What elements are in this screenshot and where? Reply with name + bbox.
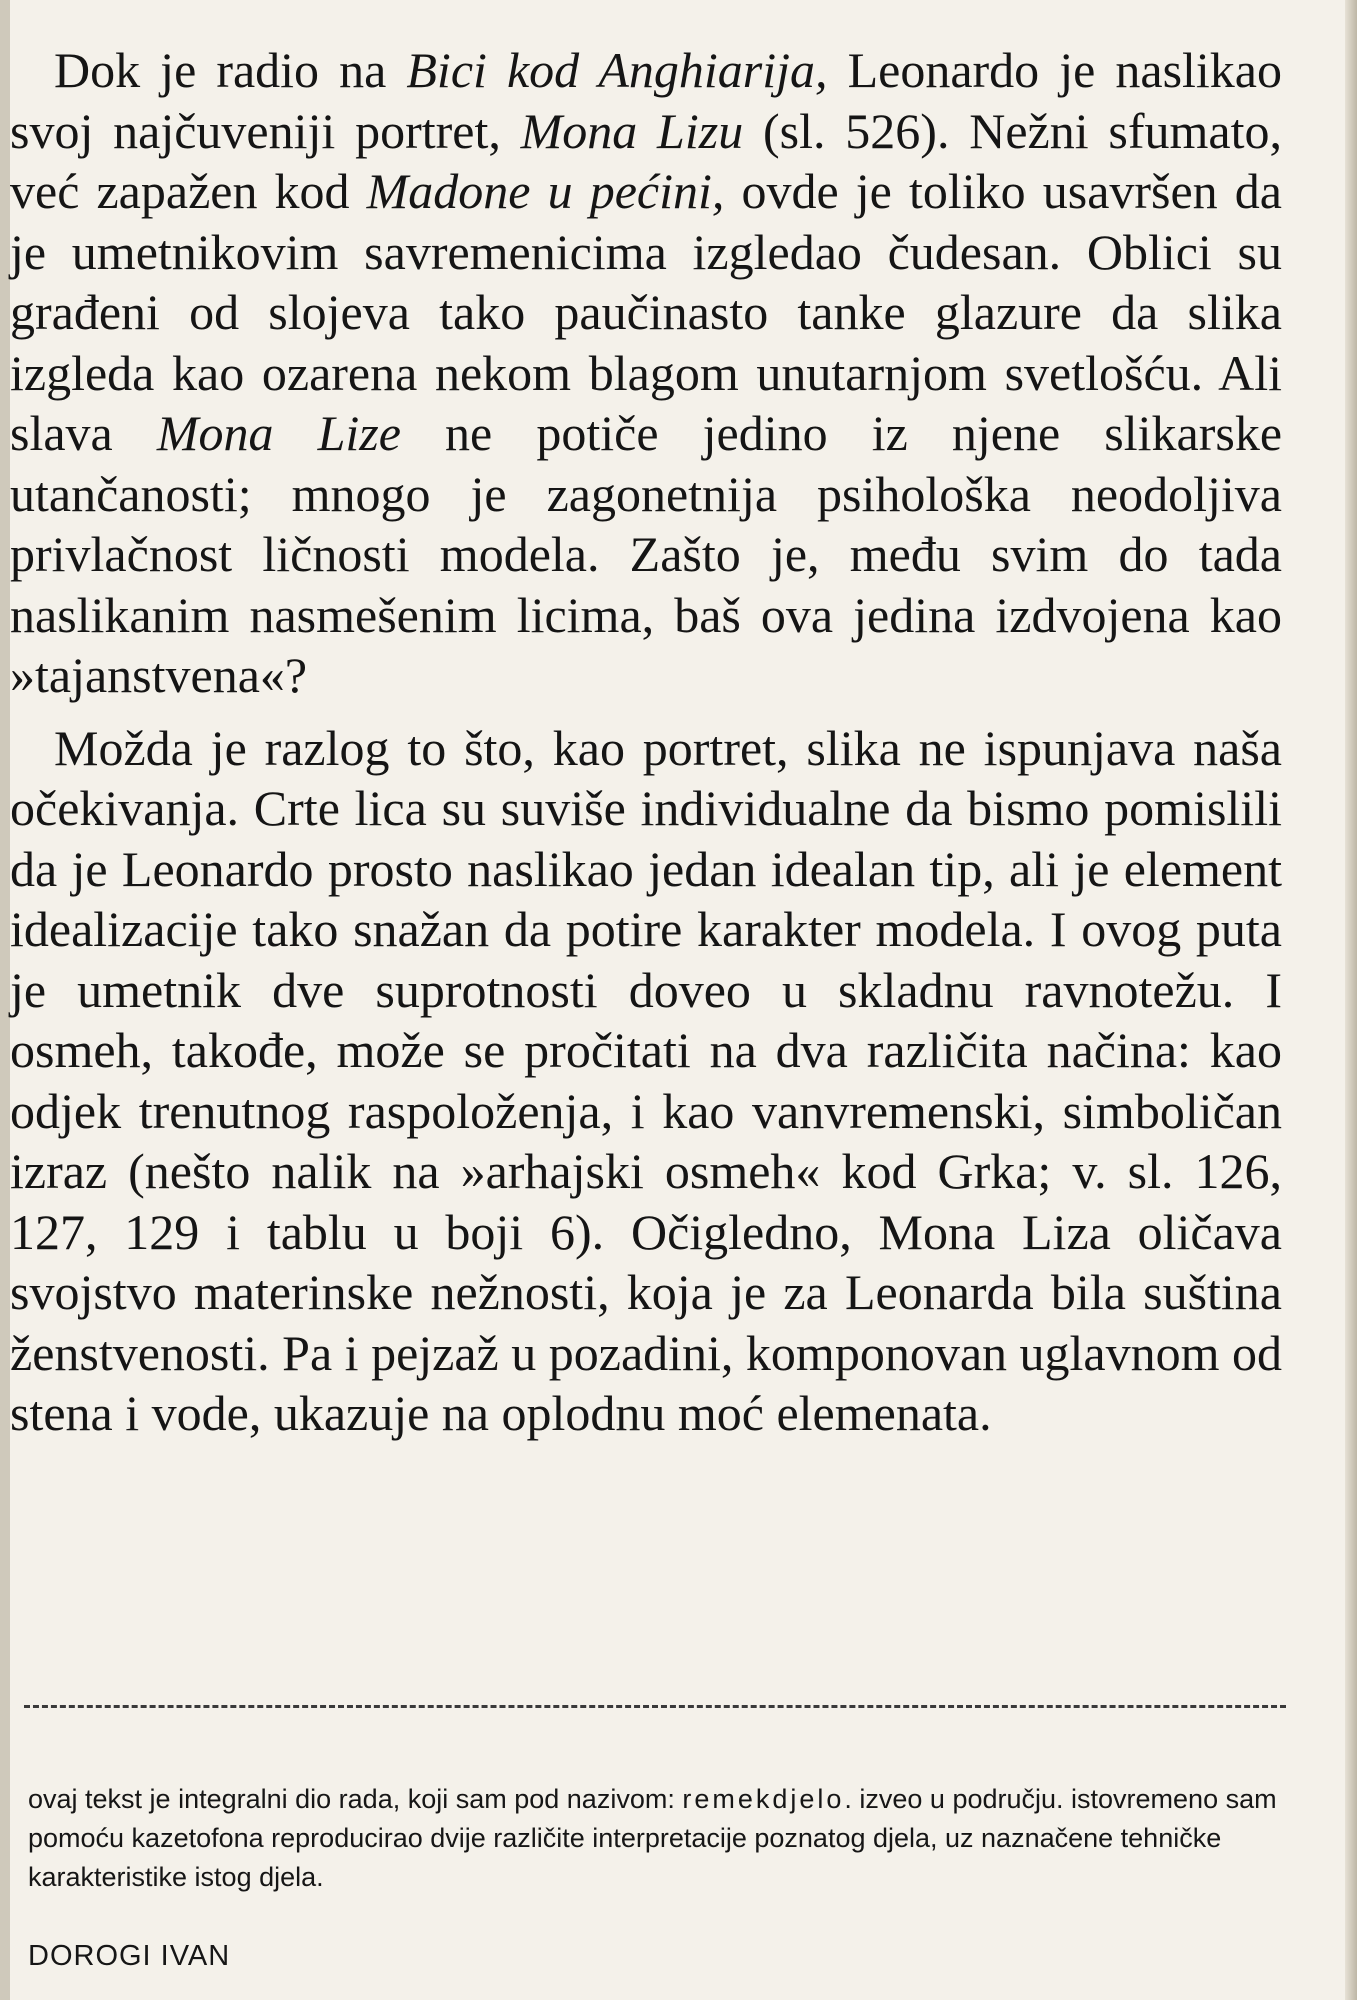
author-note xyxy=(28,1780,1288,1897)
article-text xyxy=(10,40,1282,1444)
page-left-edge xyxy=(0,0,10,2000)
p1-italic-title-2: Mona Lizu xyxy=(520,102,744,159)
p1-text-2: Leonardo je naslikao svoj najčuveniji portret, xyxy=(10,42,1283,159)
note-text-1: ovaj tekst je integralni dio rada, koji sam pod nazivom: xyxy=(28,1784,683,1814)
author-name: DOROGI IVAN xyxy=(28,1940,231,1972)
p1-italic-title-4: Mona Lize xyxy=(156,405,401,461)
page-right-edge xyxy=(1345,0,1357,2000)
note-text-2: . izveo u području. istovremeno sam pomoću kazetofona reproducirao dvije različite interpretacije poznatog djela, uz naznačene tehničke karakteristike istog djela. xyxy=(28,1784,1277,1892)
dashed-divider xyxy=(24,1705,1286,1708)
p1-italic-title-3: Madone u pećini, xyxy=(366,163,725,219)
p1-text-5: ne potiče jedino iz njene slikarske utančanosti; mnogo je zagonetnija psihološka neodoljiva privlačnost ličnosti modela. Zašto je, među svim do tada naslikanim nasmešenim licima, baš ova jedina izdvojena kao »tajanstvena«? xyxy=(10,405,1283,703)
article-paragraph-2: Možda je razlog to što, kao portret, slika ne ispunjava naša očekivanja. Crte lica su suviše individualne da bismo pomislili da je Leonardo prosto naslikao jedan idealan tip, ali je element idealizacije tako snažan da potire karakter modela. I ovog puta je umetnik dve suprotnosti doveo u skladnu ravnotežu. I osmeh, takođe, može se pročitati na dva različita načina: kao odjek trenutnog raspoloženja, i kao vanvremenski, simboličan izraz (nešto nalik na »arhajski osmeh« kod Grka; v. sl. 126, 127, 129 i tablu u boji 6). Očigledno, Mona Liza oličava svojstvo materinske nežnosti, koja je za Leonarda bila suština ženstvenosti. Pa i pejzaž u pozadini, komponovan uglavnom od stena i vode, ukazuje na oplodnu moć elemenata. xyxy=(10,719,1282,1441)
p1-text-3: (sl. 526). Nežni sfumato, već zapažen kod xyxy=(10,102,1282,219)
p1-italic-title-1: Bici kod Anghiarija, xyxy=(406,42,828,98)
p1-text-1: Dok je radio na xyxy=(54,42,407,98)
note-work-title: remekdjelo xyxy=(682,1784,845,1814)
article-paragraph-1 xyxy=(10,40,1282,706)
p1-text-4: ovde je toliko usavršen da je umetnikovim savremenicima izgledao čudesan. Oblici su građeni od slojeva tako paučinasto tanke glazure da slika izgleda kao ozarena nekom blagom unutarnjom svetlošću. Ali slava xyxy=(10,163,1282,461)
